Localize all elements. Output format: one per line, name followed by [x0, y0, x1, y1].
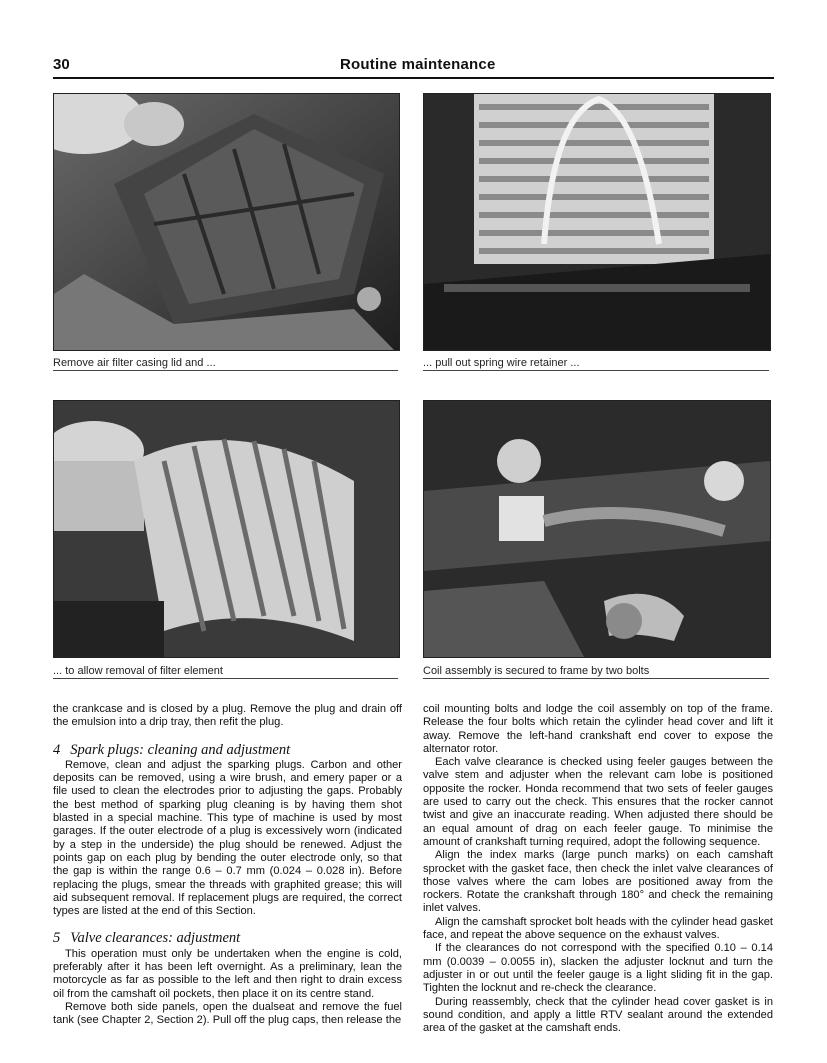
body-paragraph: Align the index marks (large punch marks) on each camshaft sprocket with the gasket face, then check the inlet valve clearances of those valves where the cam lobes are positioned away from the rockers. Rotate the crankshaft through 180° and check the remaining inlet valves. — [423, 849, 773, 915]
body-paragraph: During reassembly, check that the cylinder head cover gasket is in sound condition, and apply a little RTV sealant around the extended area of the gasket at the camshaft ends. — [423, 995, 773, 1035]
photo-air-filter-casing — [53, 93, 400, 351]
header-rule — [53, 77, 774, 79]
section-number: 5 — [53, 930, 61, 947]
left-text-column — [53, 703, 402, 1028]
caption-rule — [423, 678, 769, 679]
figure-caption: Remove air filter casing lid and ... — [53, 357, 216, 369]
figure-caption: ... to allow removal of filter element — [53, 665, 223, 677]
section-heading-valve-clearances — [53, 932, 402, 945]
photo-coil-assembly — [423, 400, 771, 658]
body-paragraph: the crankcase and is closed by a plug. Remove the plug and drain off the emulsion into a drip tray, then refit the plug. — [53, 703, 402, 729]
caption-rule — [423, 370, 769, 371]
photo-filter-element — [53, 400, 400, 658]
page-number: 30 — [53, 56, 70, 73]
figure-caption: ... pull out spring wire retainer ... — [423, 357, 580, 369]
running-head: Routine maintenance — [340, 56, 496, 73]
body-paragraph: If the clearances do not correspond with the specified 0.10 – 0.14 mm (0.0039 – 0.0055 in), slacken the adjuster locknut and turn the adjuster in or out until the feeler gauge is a light sliding fit in the gap. Tighten the locknut and re-check the clearance. — [423, 942, 773, 995]
right-text-column — [423, 703, 773, 1035]
body-paragraph: Align the camshaft sprocket bolt heads with the cylinder head gasket face, and repeat the above sequence on the exhaust valves. — [423, 915, 773, 942]
section-title: Spark plugs: cleaning and adjustment — [70, 741, 291, 758]
body-paragraph: coil mounting bolts and lodge the coil assembly on top of the frame. Release the four bolts which retain the cylinder head cover and lift it away. Remove the left-hand crankshaft end cover to expose the alternator rotor. — [423, 703, 773, 755]
section-title: Valve clearances: adjustment — [70, 930, 241, 947]
caption-rule — [53, 370, 398, 371]
section-number: 4 — [53, 741, 61, 758]
body-paragraph: Remove both side panels, open the dualseat and remove the fuel tank (see Chapter 2, Section 2). Pull off the plug caps, then release the — [53, 1000, 402, 1027]
caption-rule — [53, 678, 398, 679]
body-paragraph: This operation must only be undertaken when the engine is cold, preferably after it has been left overnight. As a preliminary, lean the motorcycle as far as possible to the left and then right to drain excess oil from the camshaft oil pockets, then place it on its centre stand. — [53, 947, 402, 1000]
body-paragraph: Remove, clean and adjust the sparking plugs. Carbon and other deposits can be removed, using a wire brush, and emery paper or a file used to clean the electrodes prior to adjusting the gaps. Probably the best method of sparking plug cleaning is by having them shot blasted in a special machine. This type of machine is used by most garages. If the outer electrode of a plug is excessively worn (indicated by a step in the underside) the plug should be renewed. Adjust the points gap on each plug by bending the outer electrode only, so that the gap is within the range 0.6 – 0.7 mm (0.024 – 0.028 in). Before replacing the plugs, smear the threads with graphited grease; this will aid subsequent removal. If replacement plugs are required, the correct types are listed at the end of this Section. — [53, 758, 402, 918]
figure-caption: Coil assembly is secured to frame by two bolts — [423, 665, 650, 677]
section-heading-spark-plugs — [53, 741, 402, 758]
body-paragraph: Each valve clearance is checked using feeler gauges between the valve stem and adjuster when the relevant cam lobe is positioned opposite the rocker. Honda recommend that two sets of feeler gauges are used to carry out the check. This ensures that the rocker cannot twist and give an inaccurate reading. When adjusted there should be an equal amount of drag on each feeler gauge. To minimise the amount of crankshaft turning required, adopt the following sequence. — [423, 756, 773, 848]
photo-spring-wire-retainer — [423, 93, 771, 351]
